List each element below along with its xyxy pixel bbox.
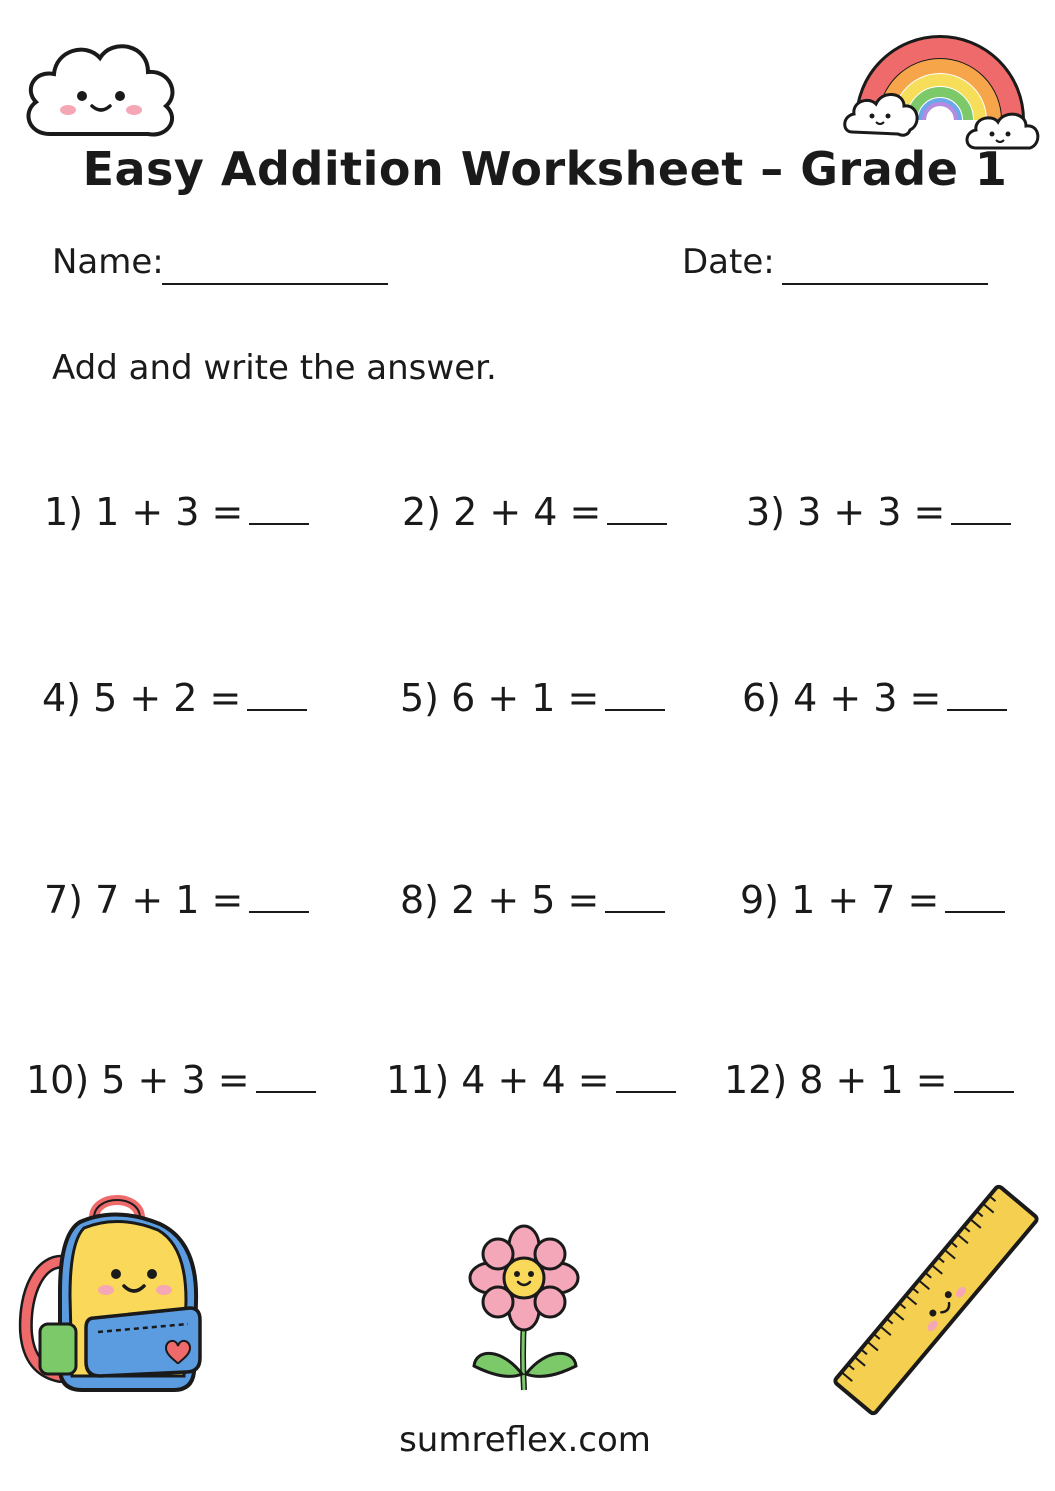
problem-8: 8) 2 + 5 = [400, 878, 665, 922]
name-label: Name: [52, 242, 164, 282]
answer-blank[interactable] [947, 679, 1007, 711]
problem-5: 5) 6 + 1 = [400, 676, 665, 720]
problem-3: 3) 3 + 3 = [746, 490, 1011, 534]
answer-blank[interactable] [256, 1061, 316, 1093]
backpack-icon [20, 1192, 206, 1398]
answer-blank[interactable] [247, 679, 307, 711]
answer-blank[interactable] [605, 881, 665, 913]
problem-10: 10) 5 + 3 = [26, 1058, 316, 1102]
answer-blank[interactable] [951, 493, 1011, 525]
problem-2: 2) 2 + 4 = [402, 490, 667, 534]
problem-1: 1) 1 + 3 = [44, 490, 309, 534]
ruler-icon [836, 1184, 1036, 1416]
answer-blank[interactable] [945, 881, 1005, 913]
problem-7: 7) 7 + 1 = [44, 878, 309, 922]
smiling-cloud-icon [20, 34, 180, 146]
footer-website: sumreflex.com [399, 1420, 651, 1460]
answer-blank[interactable] [249, 881, 309, 913]
rainbow-with-clouds-icon [842, 24, 1042, 156]
answer-blank[interactable] [954, 1061, 1014, 1093]
page-title: Easy Addition Worksheet – Grade 1 [82, 142, 1008, 196]
name-field[interactable] [162, 283, 388, 285]
date-label: Date: [682, 242, 775, 282]
problem-9: 9) 1 + 7 = [740, 878, 1005, 922]
problem-6: 6) 4 + 3 = [742, 676, 1007, 720]
answer-blank[interactable] [607, 493, 667, 525]
instructions: Add and write the answer. [52, 348, 497, 388]
problem-11: 11) 4 + 4 = [386, 1058, 676, 1102]
answer-blank[interactable] [616, 1061, 676, 1093]
date-field[interactable] [782, 283, 988, 285]
answer-blank[interactable] [249, 493, 309, 525]
flower-icon [466, 1224, 582, 1394]
problem-4: 4) 5 + 2 = [42, 676, 307, 720]
answer-blank[interactable] [605, 679, 665, 711]
problem-12: 12) 8 + 1 = [724, 1058, 1014, 1102]
